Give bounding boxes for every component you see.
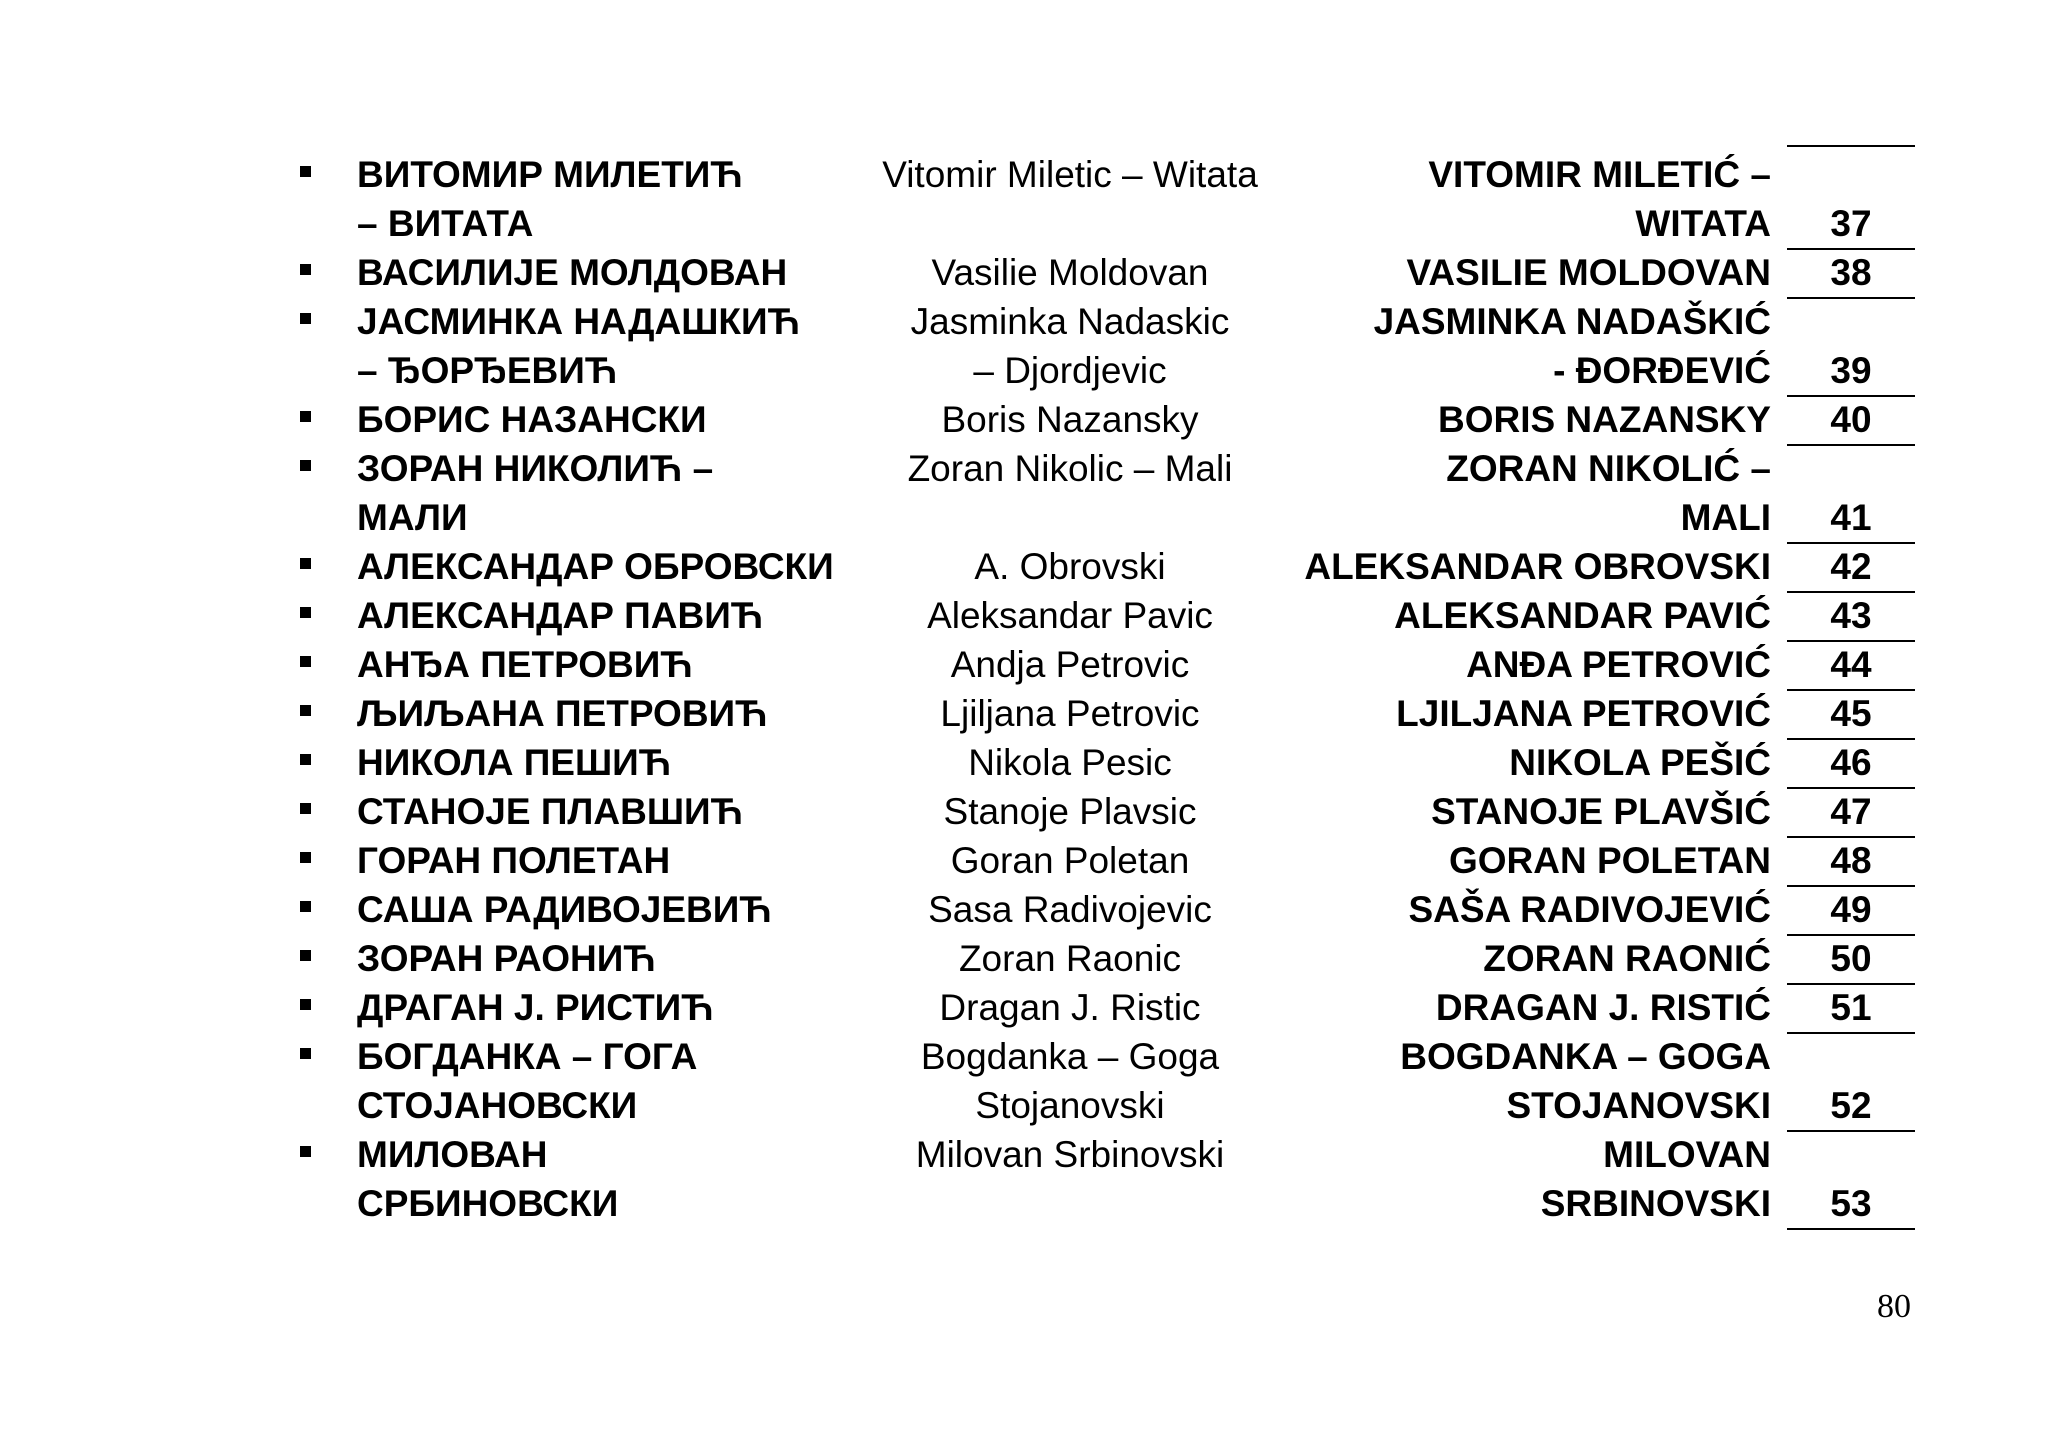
cyrillic-name: ЗОРАН НИКОЛИЋ – [357, 448, 714, 489]
entry-page-number: 37 [1787, 199, 1915, 250]
cyrillic-name: ЈАСМИНКА НАДАШКИЋ [357, 301, 800, 342]
bullet-icon [300, 313, 311, 324]
entry-page-number: 38 [1787, 248, 1915, 299]
index-entry [0, 1130, 2048, 1228]
page-number: 80 [1877, 1288, 1911, 1325]
bullet-icon [300, 754, 311, 765]
cyrillic-name: МАЛИ [357, 497, 468, 538]
entry-page-number: 45 [1787, 689, 1915, 740]
bullet-icon [300, 558, 311, 569]
latin-name: Vasilie Moldovan [931, 252, 1209, 293]
entry-page-number: 44 [1787, 640, 1915, 691]
index-entry [0, 248, 2048, 297]
serbian-latin-name: MILOVAN [1603, 1134, 1771, 1175]
cyrillic-name: НИКОЛА ПЕШИЋ [357, 742, 672, 783]
bullet-icon [300, 1146, 311, 1157]
serbian-latin-name: MALI [1680, 497, 1771, 538]
serbian-latin-name: BOGDANKA – GOGA [1400, 1036, 1771, 1077]
serbian-latin-name: NIKOLA PEŠIĆ [1509, 742, 1771, 783]
entry-page-number: 42 [1787, 542, 1915, 593]
cyrillic-name: МИЛОВАН [357, 1134, 548, 1175]
serbian-latin-name: ALEKSANDAR OBROVSKI [1304, 546, 1771, 587]
latin-name: Dragan J. Ristic [939, 987, 1201, 1028]
serbian-latin-name: SRBINOVSKI [1540, 1183, 1771, 1224]
cyrillic-name: ЗОРАН РАОНИЋ [357, 938, 656, 979]
bullet-icon [300, 852, 311, 863]
bullet-icon [300, 607, 311, 618]
cyrillic-name: БОРИС НАЗАНСКИ [357, 399, 707, 440]
index-entry [0, 934, 2048, 983]
serbian-latin-name: STANOJE PLAVŠIĆ [1431, 791, 1771, 832]
latin-name: Vitomir Miletic – Witata [882, 154, 1258, 195]
cyrillic-name: САША РАДИВОЈЕВИЋ [357, 889, 772, 930]
serbian-latin-name: SAŠA RADIVOJEVIĆ [1408, 889, 1771, 930]
bullet-icon [300, 999, 311, 1010]
cyrillic-name: СТОЈАНОВСКИ [357, 1085, 638, 1126]
cyrillic-name: БОГДАНКА – ГОГА [357, 1036, 698, 1077]
index-entry [0, 836, 2048, 885]
index-entry [0, 640, 2048, 689]
entry-page-number: 41 [1787, 493, 1915, 544]
bullet-icon [300, 901, 311, 912]
entry-page-number: 53 [1787, 1179, 1915, 1230]
cyrillic-name: СТАНОЈЕ ПЛАВШИЋ [357, 791, 743, 832]
latin-name: Zoran Nikolic – Mali [907, 448, 1233, 489]
index-entry [0, 1032, 2048, 1130]
latin-name: – Djordjevic [973, 350, 1167, 391]
entry-page-number: 43 [1787, 591, 1915, 642]
serbian-latin-name: LJILJANA PETROVIĆ [1396, 693, 1771, 734]
bullet-icon [300, 460, 311, 471]
entry-page-number: 39 [1787, 346, 1915, 397]
serbian-latin-name: GORAN POLETAN [1448, 840, 1771, 881]
latin-name: Boris Nazansky [941, 399, 1199, 440]
latin-name: Ljiljana Petrovic [940, 693, 1200, 734]
bullet-icon [300, 656, 311, 667]
index-entry [0, 150, 2048, 248]
bullet-icon [300, 705, 311, 716]
cyrillic-name: ГОРАН ПОЛЕТАН [357, 840, 671, 881]
latin-name: Andja Petrovic [950, 644, 1190, 685]
entry-page-number: 50 [1787, 934, 1915, 985]
latin-name: Stanoje Plavsic [943, 791, 1197, 832]
bullet-icon [300, 950, 311, 961]
index-entry [0, 395, 2048, 444]
serbian-latin-name: ANĐA PETROVIĆ [1466, 644, 1771, 685]
entry-page-number: 52 [1787, 1081, 1915, 1132]
cyrillic-name: ВАСИЛИЈЕ МОЛДОВАН [357, 252, 788, 293]
index-entry [0, 542, 2048, 591]
index-entry [0, 787, 2048, 836]
cyrillic-name: СРБИНОВСКИ [357, 1183, 619, 1224]
index-entry [0, 689, 2048, 738]
serbian-latin-name: ZORAN RAONIĆ [1483, 938, 1771, 979]
serbian-latin-name: ALEKSANDAR PAVIĆ [1394, 595, 1771, 636]
entry-page-number: 46 [1787, 738, 1915, 789]
cyrillic-name: АЛЕКСАНДАР ПАВИЋ [357, 595, 764, 636]
latin-name: Aleksandar Pavic [927, 595, 1213, 636]
latin-name: Nikola Pesic [968, 742, 1172, 783]
serbian-latin-name: ZORAN NIKOLIĆ – [1446, 448, 1771, 489]
bullet-icon [300, 264, 311, 275]
bullet-icon [300, 803, 311, 814]
page-column-top-rule [1787, 145, 1915, 147]
cyrillic-name: АНЂА ПЕТРОВИЋ [357, 644, 693, 685]
index-entry [0, 738, 2048, 787]
entry-page-number: 51 [1787, 983, 1915, 1034]
latin-name: Sasa Radivojevic [928, 889, 1212, 930]
serbian-latin-name: JASMINKA NADAŠKIĆ [1373, 301, 1771, 342]
latin-name: Milovan Srbinovski [915, 1134, 1225, 1175]
cyrillic-name: ЉИЉАНА ПЕТРОВИЋ [357, 693, 768, 734]
serbian-latin-name: - ĐORĐEVIĆ [1553, 350, 1771, 391]
serbian-latin-name: DRAGAN J. RISTIĆ [1435, 987, 1771, 1028]
cyrillic-name: ДРАГАН Ј. РИСТИЋ [357, 987, 714, 1028]
index-entry [0, 885, 2048, 934]
latin-name: Bogdanka – Goga [920, 1036, 1220, 1077]
serbian-latin-name: STOJANOVSKI [1506, 1085, 1771, 1126]
index-entry [0, 591, 2048, 640]
serbian-latin-name: VITOMIR MILETIĆ – [1428, 154, 1771, 195]
cyrillic-name: – ЂОРЂЕВИЋ [357, 350, 618, 391]
latin-name: Zoran Raonic [958, 938, 1182, 979]
latin-name: Stojanovski [975, 1085, 1165, 1126]
cyrillic-name: ВИТОМИР МИЛЕТИЋ [357, 154, 743, 195]
serbian-latin-name: BORIS NAZANSKY [1437, 399, 1771, 440]
latin-name: A. Obrovski [974, 546, 1166, 587]
index-entry [0, 444, 2048, 542]
bullet-icon [300, 411, 311, 422]
serbian-latin-name: WITATA [1635, 203, 1771, 244]
bullet-icon [300, 166, 311, 177]
entry-page-number: 48 [1787, 836, 1915, 887]
entry-page-number: 49 [1787, 885, 1915, 936]
cyrillic-name: – ВИТАТА [357, 203, 534, 244]
latin-name: Jasminka Nadaskic [910, 301, 1230, 342]
index-entry [0, 297, 2048, 395]
entry-page-number: 40 [1787, 395, 1915, 446]
serbian-latin-name: VASILIE MOLDOVAN [1406, 252, 1771, 293]
bullet-icon [300, 1048, 311, 1059]
entry-page-number: 47 [1787, 787, 1915, 838]
index-entry [0, 983, 2048, 1032]
latin-name: Goran Poletan [950, 840, 1190, 881]
cyrillic-name: АЛЕКСАНДАР ОБРОВСКИ [357, 546, 834, 587]
